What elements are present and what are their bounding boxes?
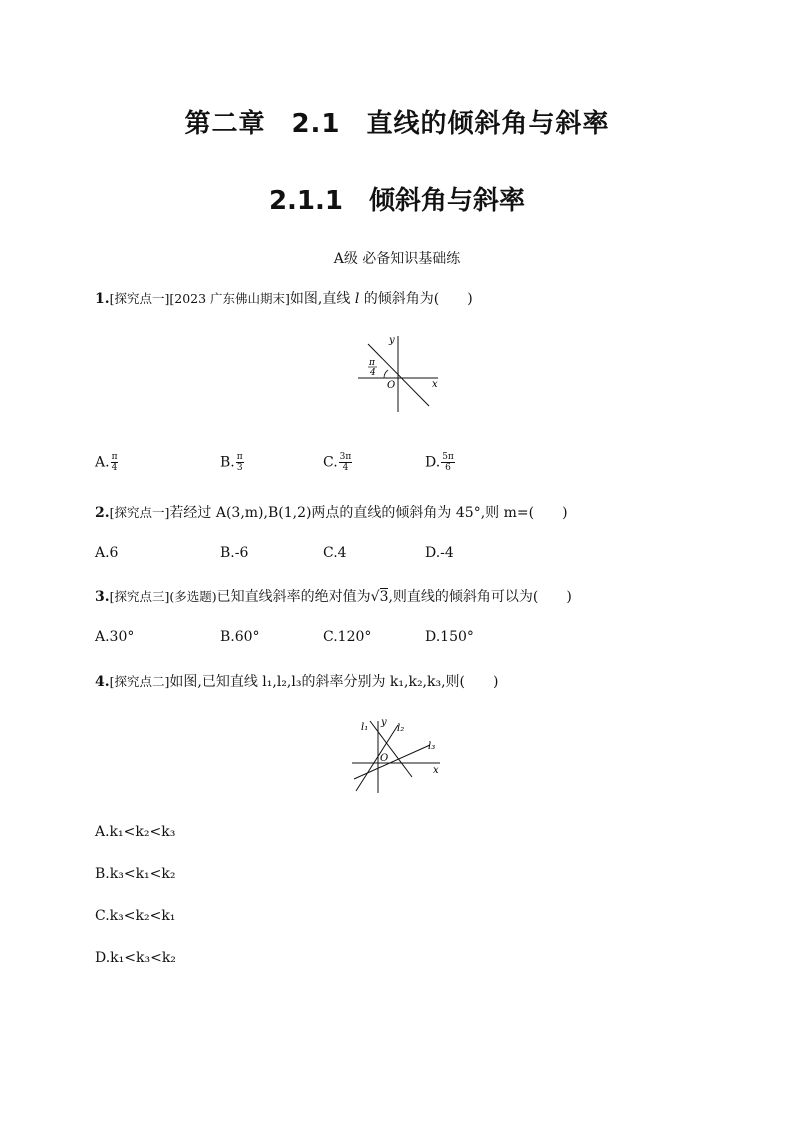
l1-label: l₁ [361, 722, 369, 733]
q4-option-d[interactable]: D.k₁<k₃<k₂ [95, 950, 176, 966]
q2-option-b[interactable]: B.-6 [220, 545, 249, 561]
q2-option-d[interactable]: D.-4 [425, 545, 454, 561]
q4-figure [348, 713, 448, 795]
subsection-number: 2.1.1 [268, 186, 343, 216]
level-heading: A级 必备知识基础练 [333, 251, 461, 267]
question-1 [95, 289, 473, 309]
q1-option-d[interactable] [425, 452, 455, 473]
question-number: 1. [95, 291, 110, 307]
q3-option-a[interactable]: A.30° [95, 629, 135, 645]
question-text: ,则直线的倾斜角可以为( ) [388, 589, 572, 605]
q2-option-c[interactable]: C.4 [323, 545, 347, 561]
l2-label: l₂ [397, 723, 405, 734]
frac-num: 3π [339, 452, 352, 462]
question-4 [95, 672, 498, 692]
origin-label: O [387, 380, 396, 391]
q3-option-b[interactable]: B.60° [220, 629, 260, 645]
origin-label: O [380, 753, 389, 764]
question-text: 如图,已知直线 l₁,l₂,l₃的斜率分别为 k₁,k₂,k₃,则( ) [169, 674, 499, 690]
sqrt-value: 3 [379, 589, 389, 605]
question-tag: [探究点三](多选题) [109, 589, 217, 604]
x-label: x [433, 765, 439, 776]
frac-num: 5π [442, 452, 454, 462]
x-label: x [432, 379, 438, 390]
page-subtitle [0, 180, 794, 217]
subsection-name: 倾斜角与斜率 [369, 186, 526, 216]
section-name: 直线的倾斜角与斜率 [366, 109, 610, 139]
section-number: 2.1 [291, 109, 341, 139]
frac-den: 6 [445, 463, 451, 473]
question-text: 若经过 A(3,m),B(1,2)两点的直线的倾斜角为 45°,则 m=( ) [169, 505, 568, 521]
q4-option-b[interactable]: B.k₃<k₁<k₂ [95, 866, 176, 882]
page-title [0, 103, 794, 140]
l3-label: l₃ [428, 741, 436, 752]
option-fraction [111, 452, 119, 473]
question-variable: l [354, 291, 360, 307]
question-2 [95, 503, 568, 523]
q1-option-b[interactable] [220, 452, 244, 473]
question-text: 已知直线斜率的绝对值为 [216, 589, 371, 605]
question-number: 4. [95, 674, 110, 690]
question-text: 的倾斜角为( ) [359, 291, 473, 307]
frac-den: 4 [111, 463, 118, 473]
sqrt-symbol: √ [370, 589, 380, 605]
question-tag: [探究点一] [109, 505, 170, 520]
y-label: y [381, 717, 387, 728]
frac-den: 3 [236, 463, 243, 473]
q3-option-d[interactable]: D.150° [425, 629, 474, 645]
option-label: A. [95, 454, 110, 471]
y-label: y [389, 335, 395, 346]
q4-option-c[interactable]: C.k₃<k₂<k₁ [95, 908, 176, 924]
question-number: 2. [95, 505, 110, 521]
question-text: 如图,直线 [289, 291, 355, 307]
line-l2 [356, 725, 398, 791]
question-tag: [探究点二] [109, 674, 170, 689]
q1-option-c[interactable] [323, 452, 352, 473]
q4-option-a[interactable]: A.k₁<k₂<k₃ [95, 824, 176, 840]
option-fraction [441, 452, 455, 473]
q3-option-c[interactable]: C.120° [323, 629, 372, 645]
frac-num: π [111, 452, 118, 462]
question-number: 3. [95, 589, 110, 605]
question-3 [95, 587, 572, 607]
q2-option-a[interactable]: A.6 [95, 545, 119, 561]
chapter-label: 第二章 [184, 109, 266, 139]
option-fraction [236, 452, 244, 473]
q1-figure [350, 330, 450, 415]
option-label: D. [425, 454, 441, 471]
angle-label-num: π [369, 358, 375, 368]
angle-arc [384, 370, 388, 378]
question-tag: [探究点一][2023 广东佛山期末] [109, 291, 290, 306]
q1-option-a[interactable] [95, 452, 118, 473]
option-label: B. [220, 454, 235, 471]
angle-label-den: 4 [370, 368, 376, 378]
frac-num: π [236, 452, 243, 462]
option-label: C. [323, 454, 338, 471]
option-fraction [339, 452, 353, 473]
frac-den: 4 [342, 463, 349, 473]
